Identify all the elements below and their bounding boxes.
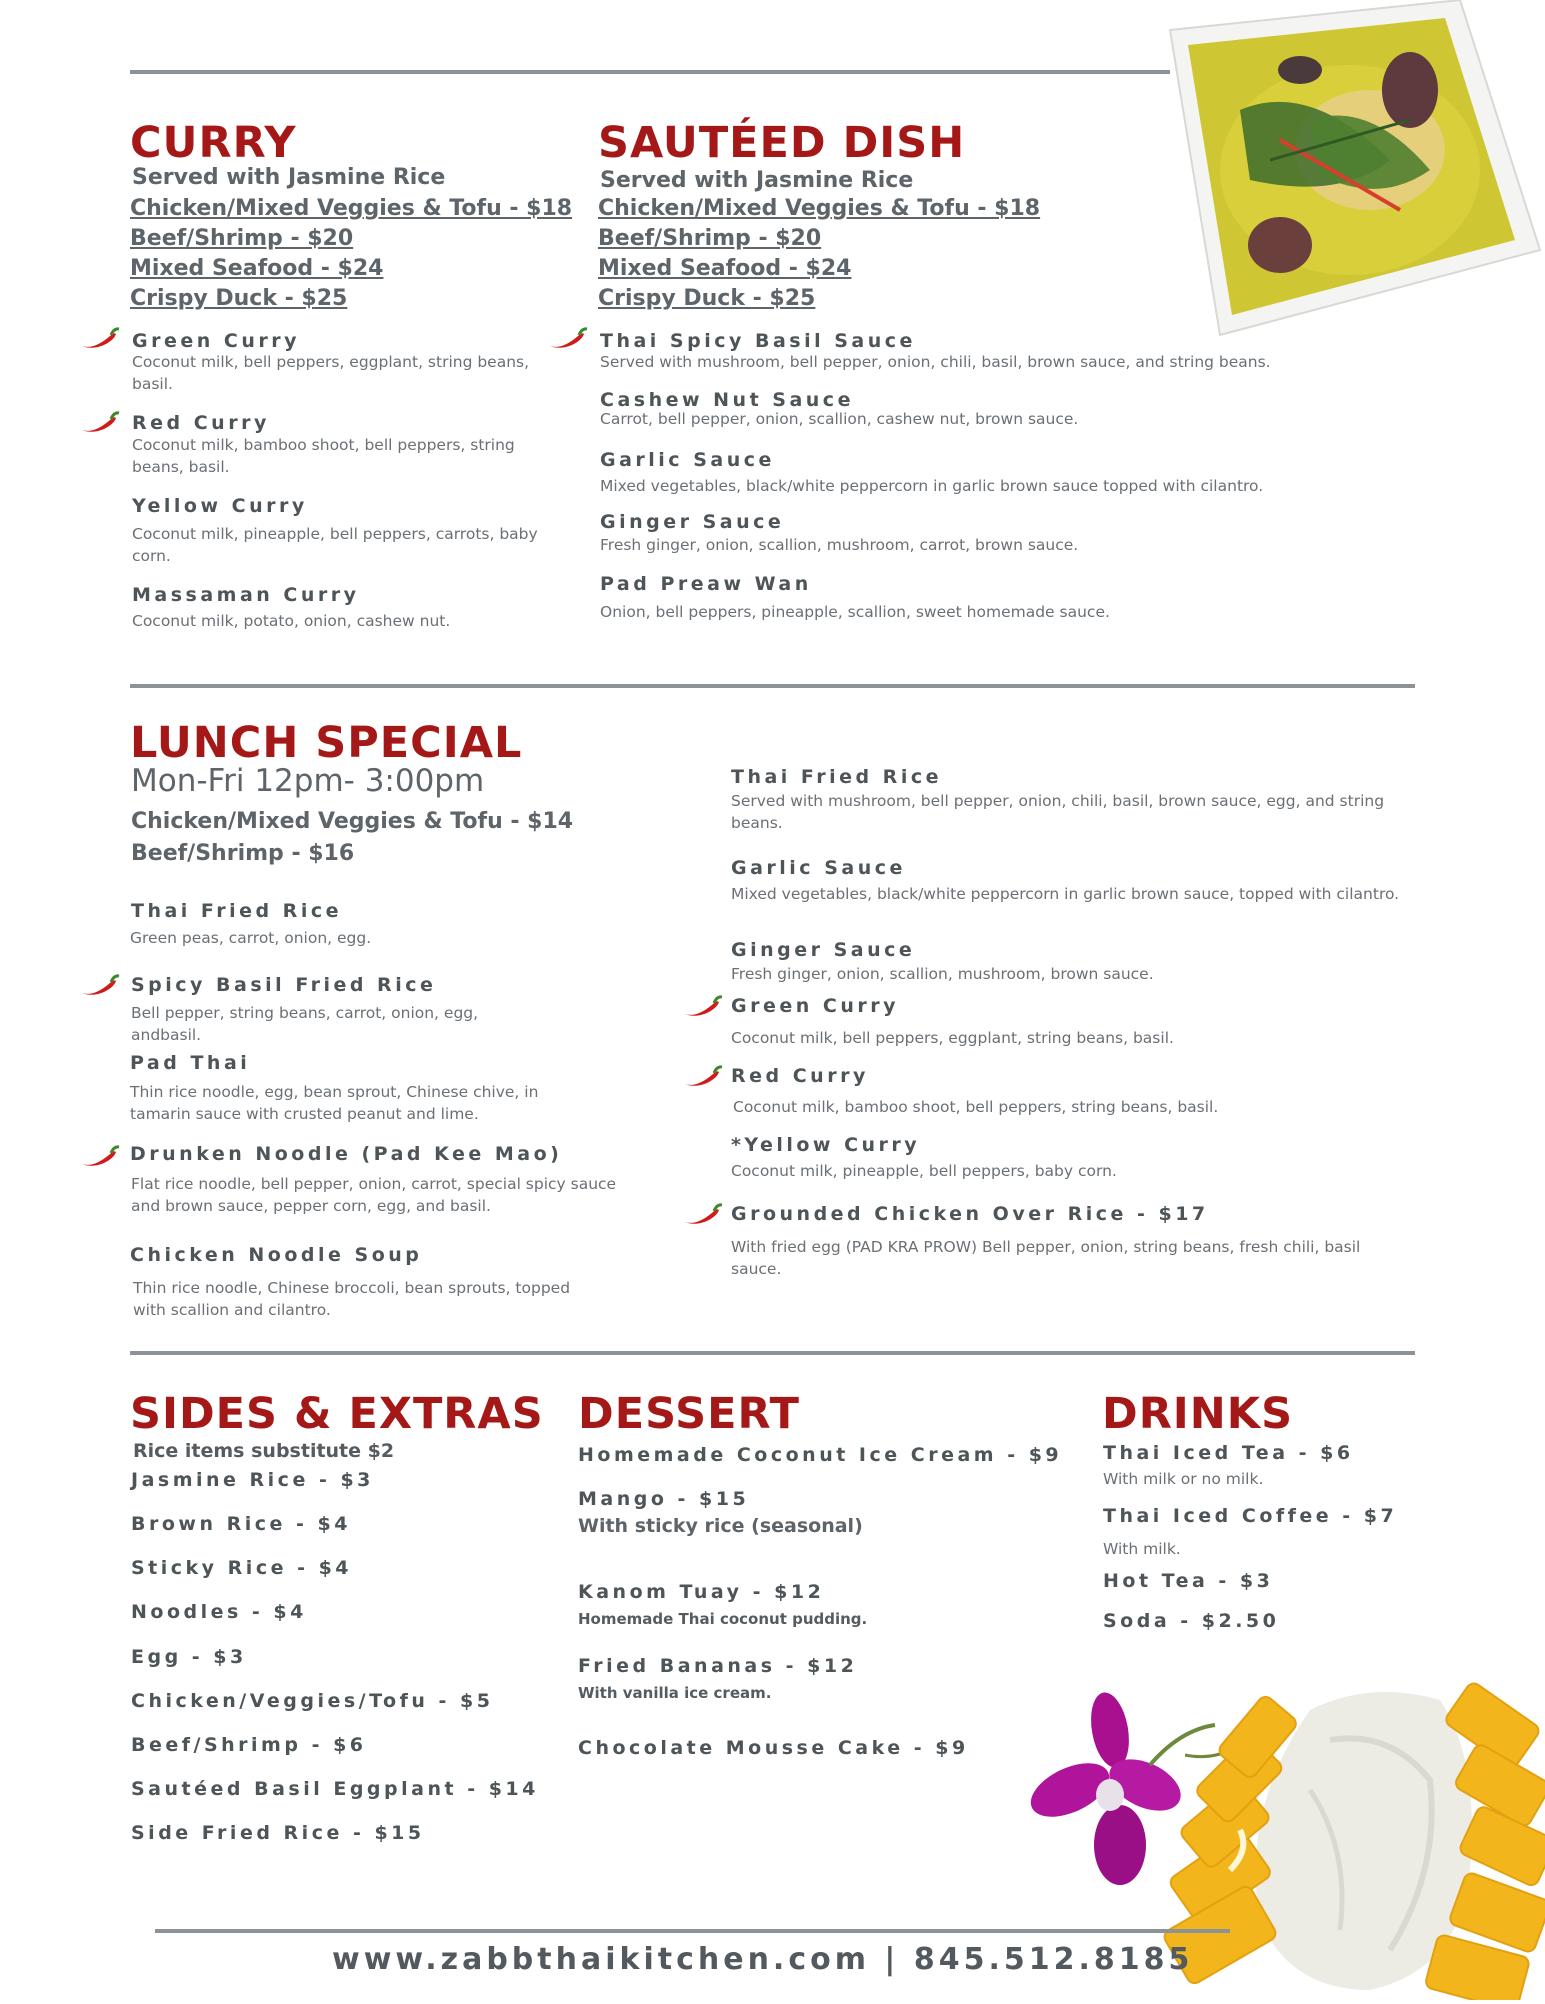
dessert-item-name: Homemade Coconut Ice Cream - $9 bbox=[578, 1444, 1063, 1466]
footer-contact: www.zabbthaikitchen.com | 845.512.8185 bbox=[332, 1942, 1194, 1977]
lunch-right-item-desc: Mixed vegetables, black/white peppercorn in garlic brown sauce, topped with cilantro. bbox=[731, 885, 1400, 903]
dessert-item-desc: Homemade Thai coconut pudding. bbox=[578, 1610, 868, 1628]
chili-icon bbox=[683, 994, 723, 1018]
sauteed-price-1: Chicken/Mixed Veggies & Tofu - $18 bbox=[598, 196, 1041, 221]
drink-item-desc: With milk or no milk. bbox=[1103, 1470, 1264, 1488]
drink-item-name: Thai Iced Coffee - $7 bbox=[1103, 1505, 1398, 1527]
drinks-title: DRINKS bbox=[1102, 1389, 1294, 1439]
drink-item-name: Soda - $2.50 bbox=[1103, 1610, 1280, 1632]
dessert-title: DESSERT bbox=[578, 1389, 800, 1439]
lunch-price-2: Beef/Shrimp - $16 bbox=[131, 841, 355, 866]
dessert-item-desc: With vanilla ice cream. bbox=[578, 1684, 772, 1702]
curry-item-name: Yellow Curry bbox=[132, 495, 308, 517]
lunch-left-item-desc: Green peas, carrot, onion, egg. bbox=[130, 929, 372, 947]
sauteed-item-desc: Served with mushroom, bell pepper, onion, chili, basil, brown sauce, and string beans. bbox=[600, 353, 1271, 371]
side-item: Side Fried Rice - $15 bbox=[131, 1822, 425, 1844]
chili-icon bbox=[80, 973, 120, 997]
lunch-right-item-name: Thai Fried Rice bbox=[731, 766, 942, 788]
divider-lower bbox=[130, 1351, 1415, 1355]
curry-item-name: Red Curry bbox=[132, 412, 270, 434]
lunch-right-item-name: Garlic Sauce bbox=[731, 857, 906, 879]
sides-title: SIDES & EXTRAS bbox=[130, 1389, 544, 1439]
lunch-right-item-desc: Fresh ginger, onion, scallion, mushroom, brown sauce. bbox=[731, 965, 1154, 983]
lunch-right-item-desc: Served with mushroom, bell pepper, onion, chili, basil, brown sauce, egg, and string beans. bbox=[731, 792, 1385, 832]
lunch-right-item-desc: Coconut milk, bell peppers, eggplant, string beans, basil. bbox=[731, 1029, 1174, 1047]
chili-icon bbox=[80, 326, 120, 350]
lunch-left-item-name: Pad Thai bbox=[130, 1052, 251, 1074]
curry-item-name: Massaman Curry bbox=[132, 584, 360, 606]
curry-item-desc: Coconut milk, bamboo shoot, bell peppers, string beans, basil. bbox=[132, 436, 515, 476]
divider-footer bbox=[155, 1929, 1230, 1933]
side-item: Jasmine Rice - $3 bbox=[131, 1469, 374, 1491]
side-item: Beef/Shrimp - $6 bbox=[131, 1734, 367, 1756]
sauteed-item-name: Cashew Nut Sauce bbox=[600, 389, 854, 411]
drink-item-name: Thai Iced Tea - $6 bbox=[1103, 1442, 1354, 1464]
sauteed-served: Served with Jasmine Rice bbox=[600, 168, 914, 193]
lunch-right-item-desc: Coconut milk, bamboo shoot, bell peppers, string beans, basil. bbox=[733, 1098, 1219, 1116]
sauteed-item-desc: Carrot, bell pepper, onion, scallion, cashew nut, brown sauce. bbox=[600, 410, 1079, 428]
sauteed-item-desc: Mixed vegetables, black/white peppercorn in garlic brown sauce topped with cilantro. bbox=[600, 477, 1264, 495]
sauteed-item-name: Pad Preaw Wan bbox=[600, 573, 812, 595]
sauteed-price-3: Mixed Seafood - $24 bbox=[598, 256, 852, 281]
dessert-item-name: Kanom Tuay - $12 bbox=[578, 1581, 825, 1603]
lunch-left-item-desc: Thin rice noodle, Chinese broccoli, bean sprouts, topped with scallion and cilantro. bbox=[133, 1279, 571, 1319]
divider-middle bbox=[130, 684, 1415, 688]
lunch-right-item-name: Ginger Sauce bbox=[731, 939, 916, 961]
lunch-left-item-desc: Thin rice noodle, egg, bean sprout, Chinese chive, in tamarin sauce with crusted peanut and lime. bbox=[130, 1083, 539, 1123]
dessert-item-name: Mango - $15 bbox=[578, 1488, 750, 1510]
lunch-hours: Mon-Fri 12pm- 3:00pm bbox=[131, 763, 485, 799]
curry-item-name: Green Curry bbox=[132, 330, 300, 352]
lunch-right-item-name: Red Curry bbox=[731, 1065, 869, 1087]
curry-price-3: Mixed Seafood - $24 bbox=[130, 256, 384, 281]
chili-icon bbox=[80, 1144, 120, 1168]
lunch-left-item-name: Chicken Noodle Soup bbox=[130, 1244, 423, 1266]
dessert-item-name: Chocolate Mousse Cake - $9 bbox=[578, 1737, 969, 1759]
curry-item-desc: Coconut milk, bell peppers, eggplant, string beans, basil. bbox=[132, 353, 530, 393]
lunch-right-item-desc: Coconut milk, pineapple, bell peppers, baby corn. bbox=[731, 1162, 1117, 1180]
dessert-item-desc: With sticky rice (seasonal) bbox=[578, 1515, 863, 1537]
side-item: Sautéed Basil Eggplant - $14 bbox=[131, 1778, 539, 1800]
sauteed-item-desc: Fresh ginger, onion, scallion, mushroom, carrot, brown sauce. bbox=[600, 536, 1079, 554]
lunch-right-item-name: Green Curry bbox=[731, 995, 899, 1017]
lunch-left-item-name: Spicy Basil Fried Rice bbox=[131, 974, 437, 996]
drink-item-name: Hot Tea - $3 bbox=[1103, 1570, 1274, 1592]
lunch-left-item-desc: Bell pepper, string beans, carrot, onion, egg, andbasil. bbox=[131, 1004, 479, 1044]
chili-icon bbox=[683, 1064, 723, 1088]
drink-item-desc: With milk. bbox=[1103, 1540, 1181, 1558]
chili-icon bbox=[683, 1202, 723, 1226]
sauteed-item-name: Thai Spicy Basil Sauce bbox=[600, 330, 916, 352]
curry-price-1: Chicken/Mixed Veggies & Tofu - $18 bbox=[130, 196, 573, 221]
curry-item-desc: Coconut milk, pineapple, bell peppers, carrots, baby corn. bbox=[132, 525, 538, 565]
lunch-left-item-name: Thai Fried Rice bbox=[131, 900, 342, 922]
sides-note: Rice items substitute $2 bbox=[133, 1440, 395, 1462]
side-item: Sticky Rice - $4 bbox=[131, 1557, 353, 1579]
sauteed-title: SAUTÉED DISH bbox=[598, 118, 966, 168]
lunch-title: LUNCH SPECIAL bbox=[130, 718, 523, 768]
lunch-right-item-desc: With fried egg (PAD KRA PROW) Bell pepper, onion, string beans, fresh chili, basil sauce. bbox=[731, 1238, 1361, 1278]
divider-top bbox=[130, 70, 1170, 74]
side-item: Noodles - $4 bbox=[131, 1601, 307, 1623]
sauteed-item-name: Garlic Sauce bbox=[600, 449, 775, 471]
curry-item-desc: Coconut milk, potato, onion, cashew nut. bbox=[132, 612, 451, 630]
side-item: Chicken/Veggies/Tofu - $5 bbox=[131, 1690, 494, 1712]
lunch-right-item-name: Grounded Chicken Over Rice - $17 bbox=[731, 1203, 1209, 1225]
curry-price-4: Crispy Duck - $25 bbox=[130, 286, 348, 311]
curry-dish-photo bbox=[1160, 0, 1545, 340]
lunch-price-1: Chicken/Mixed Veggies & Tofu - $14 bbox=[131, 809, 574, 834]
lunch-left-item-desc: Flat rice noodle, bell pepper, onion, carrot, special spicy sauce and brown sauce, pepper corn, egg, and basil. bbox=[131, 1175, 617, 1215]
side-item: Brown Rice - $4 bbox=[131, 1513, 351, 1535]
dessert-item-name: Fried Bananas - $12 bbox=[578, 1655, 858, 1677]
sauteed-price-4: Crispy Duck - $25 bbox=[598, 286, 816, 311]
curry-title: CURRY bbox=[130, 118, 297, 168]
side-item: Egg - $3 bbox=[131, 1646, 247, 1668]
lunch-left-item-name: Drunken Noodle (Pad Kee Mao) bbox=[130, 1143, 563, 1165]
lunch-right-item-name: *Yellow Curry bbox=[731, 1134, 921, 1156]
sauteed-price-2: Beef/Shrimp - $20 bbox=[598, 226, 822, 251]
sauteed-item-desc: Onion, bell peppers, pineapple, scallion, sweet homemade sauce. bbox=[600, 603, 1110, 621]
curry-price-2: Beef/Shrimp - $20 bbox=[130, 226, 354, 251]
chili-icon bbox=[80, 410, 120, 434]
chili-icon bbox=[548, 326, 588, 350]
sauteed-item-name: Ginger Sauce bbox=[600, 511, 785, 533]
curry-served: Served with Jasmine Rice bbox=[132, 165, 446, 190]
